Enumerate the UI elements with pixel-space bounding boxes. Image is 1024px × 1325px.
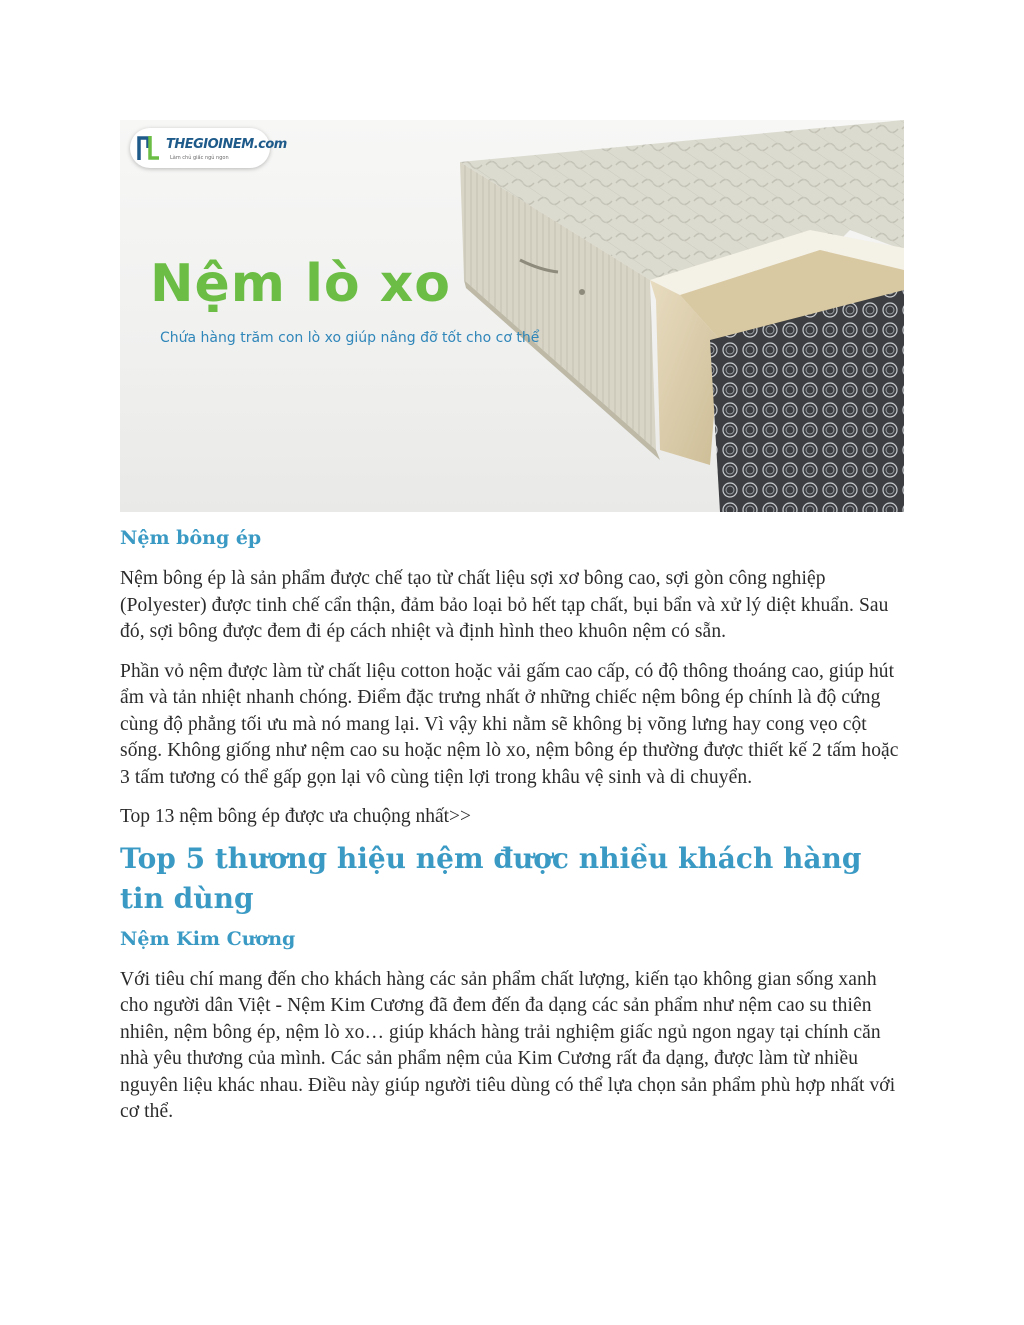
mattress-banner-image xyxy=(120,120,904,512)
banner-title: Nệm lò xo xyxy=(150,254,451,314)
heading-nem-bong-ep: Nệm bông ép xyxy=(120,527,262,549)
logo-tagline: Làm chủ giấc ngủ ngon xyxy=(170,155,229,161)
article-content xyxy=(120,524,904,1139)
logo-n-icon xyxy=(136,134,162,162)
paragraph-bong-ep-2: Phần vỏ nệm được làm từ chất liệu cotton hoặc vải gấm cao cấp, có độ thông thoáng cao, giúp hút ẩm và tản nhiệt nhanh chóng. Điểm đặc trưng nhất ở những chiếc nệm bông ép chính là độ cứng cùng độ phẳng tối ưu mà nó mang lại. Vì vậy khi nằm sẽ không bị võng lưng hay cong vẹo cột sống. Không giống như nệm cao su hoặc nệm lò xo, nệm bông ép thường được thiết kế 2 tấm hoặc 3 tấm tương có thể gấp gọn lại vô cùng tiện lợi trong khâu vệ sinh và di chuyển. xyxy=(120,660,899,788)
heading-top-5-brands: Top 5 thương hiệu nệm được nhiều khách hàng tin dùng xyxy=(120,841,862,915)
paragraph-kim-cuong-1: Với tiêu chí mang đến cho khách hàng các sản phẩm chất lượng, kiến tạo không gian sống xanh cho người dân Việt - Nệm Kim Cương đã đem đến đa dạng các sản phẩm như nệm cao su thiên nhiên, nệm bông ép, nệm lò xo… giúp khách hàng trải nghiệm giấc ngủ ngon ngay tại chính căn nhà yêu thương của mình. Các sản phẩm nệm của Kim Cương rất đa dạng, được làm từ nhiều nguyên liệu khác nhau. Điều này giúp người tiêu dùng có thể lựa chọn sản phẩm phù hợp nhất với cơ thể. xyxy=(120,968,896,1122)
banner-subtitle: Chứa hàng trăm con lò xo giúp nâng đỡ tốt cho cơ thể xyxy=(160,330,540,346)
link-top-13-nem-bong-ep[interactable]: Top 13 nệm bông ép được ưa chuộng nhất>> xyxy=(120,806,472,827)
logo-wordmark: THEGIOINEM.com xyxy=(166,137,287,152)
paragraph-bong-ep-1: Nệm bông ép là sản phẩm được chế tạo từ chất liệu sợi xơ bông cao, sợi gòn công nghiệp (Polyester) được tinh chế cẩn thận, đảm bảo loại bỏ hết tạp chất, bụi bẩn và xử lý diệt khuẩn. Sau đó, sợi bông được đem đi ép cách nhiệt và định hình theo khuôn nệm có sẵn. xyxy=(120,568,889,642)
mattress-illustration xyxy=(120,120,904,512)
thegioinem-logo xyxy=(130,128,287,168)
heading-nem-kim-cuong: Nệm Kim Cương xyxy=(120,927,296,950)
